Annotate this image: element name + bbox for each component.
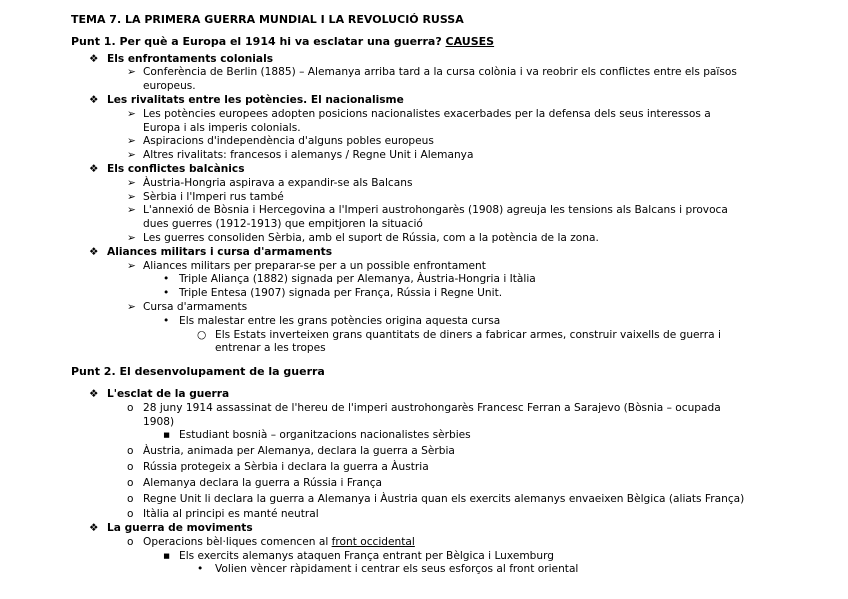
bullet-l2: o Itàlia al principi es manté neutral	[127, 508, 319, 521]
arrow-bullet-icon: ➢	[127, 107, 136, 120]
bullet-l2: ➢ Sèrbia i l'Imperi rus també	[127, 190, 284, 203]
arrow-bullet-icon: ➢	[127, 149, 136, 162]
arrow-bullet-icon: ➢	[127, 204, 136, 217]
open-circle-bullet-icon: o	[127, 508, 134, 521]
bullet-l2: ➢ L'annexió de Bòsnia i Hercegovina a l'Imperi austrohongarès (1908) agreuja les tensions als Balcans i provoca	[127, 204, 728, 217]
diamond-bullet-icon: ❖	[89, 52, 99, 65]
arrow-bullet-icon: ➢	[127, 300, 136, 313]
bullet-l4: ○ Els Estats inverteixen grans quantitats de diners a fabricar armes, construir vaixells de guerra i	[197, 328, 721, 341]
bullet-l1: ❖ Els conflictes balcànics	[89, 162, 245, 175]
dot-bullet-icon: •	[163, 273, 170, 286]
doc-title: TEMA 7. LA PRIMERA GUERRA MUNDIAL I LA REVOLUCIÓ RUSSA	[71, 13, 464, 26]
square-bullet-icon: ▪	[163, 549, 171, 562]
bullet-l3: ▪ Estudiant bosnià – organitzacions nacionalistes sèrbies	[163, 429, 471, 442]
diamond-bullet-icon: ❖	[89, 387, 99, 400]
bullet-l3: • Els malestar entre les grans potències origina aquesta cursa	[163, 314, 501, 327]
open-circle-bullet-icon: o	[127, 476, 134, 489]
open-circle-bullet-icon: o	[127, 401, 134, 414]
arrow-bullet-icon: ➢	[127, 66, 136, 79]
bullet-l1: ❖ La guerra de moviments	[89, 522, 253, 535]
circle-bullet-icon: ○	[197, 328, 207, 341]
dot-bullet-icon: •	[163, 314, 170, 327]
bullet-l2: ➢ Cursa d'armaments	[127, 300, 248, 313]
bullet-l2: ➢ Aliances militars per preparar-se per a un possible enfrontament	[127, 259, 486, 272]
square-bullet-icon: ▪	[163, 429, 171, 442]
causes-label: CAUSES	[445, 34, 495, 48]
bullet-l1: ❖ L'esclat de la guerra	[89, 387, 230, 400]
arrow-bullet-icon: ➢	[127, 231, 136, 244]
arrow-bullet-icon: ➢	[127, 176, 136, 189]
bullet-l2-cont: Europa i als imperis colonials.	[143, 121, 301, 134]
dot-bullet-icon: •	[197, 563, 204, 576]
arrow-bullet-icon: ➢	[127, 259, 136, 272]
open-circle-bullet-icon: o	[127, 460, 134, 473]
bullet-l2: o Alemanya declara la guerra a Rússia i França	[127, 476, 383, 489]
dot-bullet-icon: •	[163, 287, 170, 300]
bullet-l3: ▪ Els exercits alemanys ataquen França entrant per Bèlgica i Luxemburg	[163, 549, 554, 562]
bullet-l4: • Volien vèncer ràpidament i centrar els seus esforços al front oriental	[197, 563, 579, 576]
bullet-l3: • Triple Aliança (1882) signada per Alemanya, Àustria-Hongria i Itàlia	[163, 273, 536, 286]
arrow-bullet-icon: ➢	[127, 190, 136, 203]
open-circle-bullet-icon: o	[127, 535, 134, 548]
section-heading-2: Punt 2. El desenvolupament de la guerra	[71, 365, 325, 379]
open-circle-bullet-icon: o	[127, 445, 134, 458]
bullet-l2: o Àustria, animada per Alemanya, declara la guerra a Sèrbia	[127, 445, 455, 458]
bullet-l1: ❖ Les rivalitats entre les potències. El nacionalisme	[89, 93, 404, 106]
diamond-bullet-icon: ❖	[89, 245, 99, 258]
diamond-bullet-icon: ❖	[89, 93, 99, 106]
bullet-l2-cont: europeus.	[143, 80, 196, 93]
front-occidental-link: front occidental	[331, 535, 415, 548]
bullet-l2-cont: dues guerres (1912-1913) que empitjoren la situació	[143, 218, 423, 231]
diamond-bullet-icon: ❖	[89, 162, 99, 175]
open-circle-bullet-icon: o	[127, 492, 134, 505]
bullet-l4-cont: entrenar a les tropes	[215, 342, 326, 355]
bullet-l2: ➢ Aspiracions d'independència d'alguns pobles europeus	[127, 135, 434, 148]
bullet-l2: o 28 juny 1914 assassinat de l'hereu de l'imperi austrohongarès Francesc Ferran a Sarajevo (Bòsnia – ocupada	[127, 401, 721, 414]
bullet-l2: ➢ Les potències europees adopten posicions nacionalistes exacerbades per la defensa dels seus interessos a	[127, 107, 711, 120]
bullet-l1: ❖ Aliances militars i cursa d'armaments	[89, 245, 333, 258]
bullet-l2: ➢ Les guerres consoliden Sèrbia, amb el suport de Rússia, com a la potència de la zona.	[127, 231, 599, 244]
bullet-l2: o Rússia protegeix a Sèrbia i declara la guerra a Àustria	[127, 460, 429, 473]
section-heading-1	[71, 35, 808, 49]
bullet-l2: o Regne Unit li declara la guerra a Alemanya i Àustria quan els exercits alemanys envaeixen Bèlgica (aliats França)	[127, 492, 745, 505]
bullet-l2: o Operacions bèl·liques comencen al front occidental	[127, 535, 415, 548]
punt1-label: Punt 1. Per què a Europa el 1914 hi va esclatar una guerra?	[71, 34, 442, 48]
bullet-l2-cont: 1908)	[143, 415, 175, 428]
arrow-bullet-icon: ➢	[127, 135, 136, 148]
bullet-l2: ➢ Altres rivalitats: francesos i alemanys / Regne Unit i Alemanya	[127, 149, 474, 162]
diamond-bullet-icon: ❖	[89, 522, 99, 535]
bullet-l2: ➢ Àustria-Hongria aspirava a expandir-se als Balcans	[127, 176, 413, 189]
bullet-l1: ❖ Els enfrontaments colonials	[89, 52, 274, 65]
bullet-l2: ➢ Conferència de Berlin (1885) – Alemanya arriba tard a la cursa colònia i va reobrir els conflictes entre els països	[127, 66, 737, 79]
bullet-l3: • Triple Entesa (1907) signada per França, Rússia i Regne Unit.	[163, 287, 503, 300]
